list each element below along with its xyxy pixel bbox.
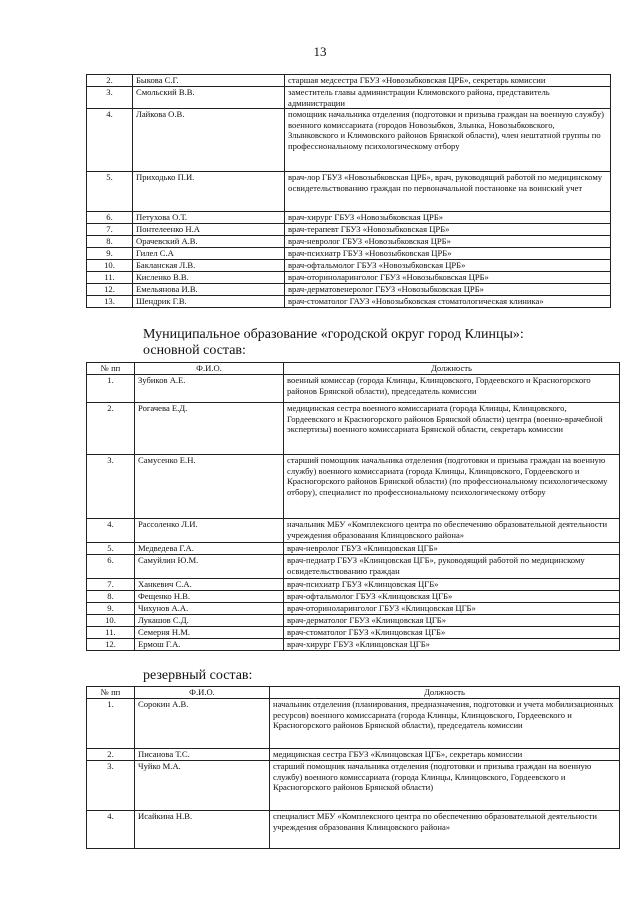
member-name: Гилел С.А	[133, 248, 285, 260]
table-row	[87, 543, 620, 555]
row-number: 2.	[87, 403, 135, 455]
member-position: врач-терапевт ГБУЗ «Новозыбковская ЦРБ»	[285, 224, 611, 236]
member-name: Емельянова И.В.	[133, 284, 285, 296]
member-position: медицинская сестра ГБУЗ «Клинцовская ЦГБ», секретарь комиссии	[270, 749, 620, 761]
table-row	[87, 519, 620, 543]
table-row	[87, 236, 611, 248]
table-row	[87, 579, 620, 591]
member-name: Понтелеенко Н.А	[133, 224, 285, 236]
commission-table-top	[86, 74, 611, 308]
member-position: врач-психиатр ГБУЗ «Клинцовская ЦГБ»	[284, 579, 620, 591]
row-number: 11.	[87, 272, 133, 284]
table-row	[87, 284, 611, 296]
row-number: 2.	[87, 749, 135, 761]
table-row	[87, 248, 611, 260]
member-position: врач-хирург ГБУЗ «Клинцовская ЦГБ»	[284, 639, 620, 651]
table-row	[87, 455, 620, 519]
row-number: 7.	[87, 224, 133, 236]
row-number: 10.	[87, 260, 133, 272]
member-name: Сорокин А.В.	[135, 699, 270, 749]
member-position: врач-оториноларинголог ГБУЗ «Новозыбковская ЦРБ»	[285, 272, 611, 284]
member-position: начальник МБУ «Комплексного центра по обеспечению образовательной деятельности учреждения образования Клинцовского района»	[284, 519, 620, 543]
member-name: Зубиков А.Е.	[135, 375, 284, 403]
column-header-position: Должность	[270, 687, 620, 699]
member-position: врач-оториноларинголог ГБУЗ «Клинцовская ЦГБ»	[284, 603, 620, 615]
column-header-position: Должность	[284, 363, 620, 375]
member-position: военный комиссар (города Клинцы, Клинцовского, Гордеевского и Красногорского районов Брянской области), председатель комиссии	[284, 375, 620, 403]
member-position: врач-педиатр ГБУЗ «Клинцовская ЦГБ», руководящий работой по медицинскому освидетельствованию граждан	[284, 555, 620, 579]
table-row	[87, 87, 611, 109]
member-position: врач-стоматолог ГБУЗ «Клинцовская ЦГБ»	[284, 627, 620, 639]
table-row	[87, 212, 611, 224]
row-number: 6.	[87, 555, 135, 579]
table-row	[87, 172, 611, 212]
member-position: врач-офтальмолог ГБУЗ «Клинцовская ЦГБ»	[284, 591, 620, 603]
member-name: Исайкина Н.В.	[135, 811, 270, 849]
row-number: 8.	[87, 591, 135, 603]
table-header-row	[87, 687, 620, 699]
row-number: 9.	[87, 603, 135, 615]
main-composition-table	[86, 362, 620, 651]
member-name: Шендрик Г.В.	[133, 296, 285, 308]
member-name: Чихунов А.А.	[135, 603, 284, 615]
member-position: врач-невролог ГБУЗ «Клинцовская ЦГБ»	[284, 543, 620, 555]
row-number: 12.	[87, 284, 133, 296]
member-position: помощник начальника отделения (подготовки и призыва граждан на военную службу) военного комиссариата (городов Новозыбков, Злынка, Новозыбковского, Злынковского и Климовского районов Брянской области), член нештатной группы по профессиональному психологическому отбору	[285, 109, 611, 172]
member-name: Ермош Г.А.	[135, 639, 284, 651]
member-position: специалист МБУ «Комплексного центра по обеспечению образовательной деятельности учреждения образования Клинцовского района»	[270, 811, 620, 849]
row-number: 3.	[87, 761, 135, 811]
table-row	[87, 75, 611, 87]
member-position: старшая медсестра ГБУЗ «Новозыбковская ЦРБ», секретарь комиссии	[285, 75, 611, 87]
table-row	[87, 296, 611, 308]
municipality-heading: Муниципальное образование «городской округ город Клинцы»:	[143, 327, 524, 342]
member-name: Фещенко Н.В.	[135, 591, 284, 603]
reserve-composition-heading: резервный состав:	[143, 668, 253, 683]
member-position: старший помощник начальника отделения (подготовки и призыва граждан на военную службу) военного комиссариата (города Клинцы, Клинцовского, Гордеевского и Красногорского районов Брянской области)	[270, 761, 620, 811]
table-row	[87, 224, 611, 236]
member-name: Рогачева Е.Д.	[135, 403, 284, 455]
row-number: 4.	[87, 519, 135, 543]
table-row	[87, 603, 620, 615]
table-row	[87, 749, 620, 761]
row-number: 12.	[87, 639, 135, 651]
row-number: 5.	[87, 543, 135, 555]
member-position: врач-дерматолог ГБУЗ «Клинцовская ЦГБ»	[284, 615, 620, 627]
member-position: врач-дерматовенеролог ГБУЗ «Новозыбковская ЦРБ»	[285, 284, 611, 296]
reserve-composition-table	[86, 686, 620, 849]
member-position: старший помощник начальника отделения (подготовки и призыва граждан на военную службу) военного комиссариата (города Клинцы, Клинцовского, Гордеевского и Красногорского районов Брянской области) (по профессиональному психологическому отбору), специалист по профессиональному психологическому отбору	[284, 455, 620, 519]
member-name: Медведева Г.А.	[135, 543, 284, 555]
member-name: Приходько П.И.	[133, 172, 285, 212]
member-name: Быкова С.Г.	[133, 75, 285, 87]
column-header-name: Ф.И.О.	[135, 363, 284, 375]
table-row	[87, 627, 620, 639]
table-row	[87, 761, 620, 811]
member-position: заместитель главы администрации Климовского района, представитель администрации	[285, 87, 611, 109]
member-name: Кисленко В.В.	[133, 272, 285, 284]
member-position: врач-хирург ГБУЗ «Новозыбковская ЦРБ»	[285, 212, 611, 224]
member-name: Самуйлин Ю.М.	[135, 555, 284, 579]
member-name: Рассоленко Л.И.	[135, 519, 284, 543]
main-composition-heading: основной состав:	[143, 343, 246, 358]
row-number: 10.	[87, 615, 135, 627]
row-number: 4.	[87, 811, 135, 849]
member-position: врач-психиатр ГБУЗ «Новозыбковская ЦРБ»	[285, 248, 611, 260]
table-row	[87, 272, 611, 284]
member-position: медицинская сестра военного комиссариата (города Клинцы, Клинцовского, Гордеевского и Красногорского районов Брянской области) центра (военно-врачебной экспертизы) военного комиссариата Брянской области, секретарь комиссии	[284, 403, 620, 455]
table-header-row	[87, 363, 620, 375]
row-number: 4.	[87, 109, 133, 172]
column-header-number: № пп	[87, 687, 135, 699]
page-number: 13	[313, 44, 327, 59]
member-position: врач-стоматолог ГАУЗ «Новозыбковская стоматологическая клиника»	[285, 296, 611, 308]
member-name: Чуйко М.А.	[135, 761, 270, 811]
table-row	[87, 811, 620, 849]
member-name: Ханкевич С.А.	[135, 579, 284, 591]
member-name: Семерня Н.М.	[135, 627, 284, 639]
member-name: Смольский В.В.	[133, 87, 285, 109]
row-number: 5.	[87, 172, 133, 212]
member-position: врач-невролог ГБУЗ «Новозыбковская ЦРБ»	[285, 236, 611, 248]
table-row	[87, 699, 620, 749]
row-number: 1.	[87, 375, 135, 403]
column-header-number: № пп	[87, 363, 135, 375]
member-name: Лайкова О.В.	[133, 109, 285, 172]
row-number: 8.	[87, 236, 133, 248]
member-name: Лукашов С.Д.	[135, 615, 284, 627]
table-row	[87, 615, 620, 627]
table-row	[87, 403, 620, 455]
row-number: 7.	[87, 579, 135, 591]
row-number: 9.	[87, 248, 133, 260]
row-number: 3.	[87, 455, 135, 519]
member-position: врач-офтальмолог ГБУЗ «Новозыбковская ЦРБ»	[285, 260, 611, 272]
member-name: Писанова Т.С.	[135, 749, 270, 761]
table-row	[87, 109, 611, 172]
table-row	[87, 591, 620, 603]
row-number: 1.	[87, 699, 135, 749]
row-number: 3.	[87, 87, 133, 109]
table-row	[87, 639, 620, 651]
row-number: 2.	[87, 75, 133, 87]
table-row	[87, 375, 620, 403]
row-number: 11.	[87, 627, 135, 639]
member-position: начальник отделения (планирования, предназначения, подготовки и учета мобилизационных ресурсов) военного комиссариата (города Клинцы, Клинцовского, Гордеевского и Красногорского районов Брянской области), председатель комиссии	[270, 699, 620, 749]
row-number: 13.	[87, 296, 133, 308]
member-position: врач-лор ГБУЗ «Новозыбковская ЦРБ», врач, руководящий работой по медицинскому освидетельствованию граждан по первоначальной постановке на воинский учет	[285, 172, 611, 212]
column-header-name: Ф.И.О.	[135, 687, 270, 699]
row-number: 6.	[87, 212, 133, 224]
member-name: Петухова О.Т.	[133, 212, 285, 224]
member-name: Самусенко Е.Н.	[135, 455, 284, 519]
table-row	[87, 260, 611, 272]
member-name: Орачевский А.В.	[133, 236, 285, 248]
table-row	[87, 555, 620, 579]
member-name: Бакланская Л.В.	[133, 260, 285, 272]
